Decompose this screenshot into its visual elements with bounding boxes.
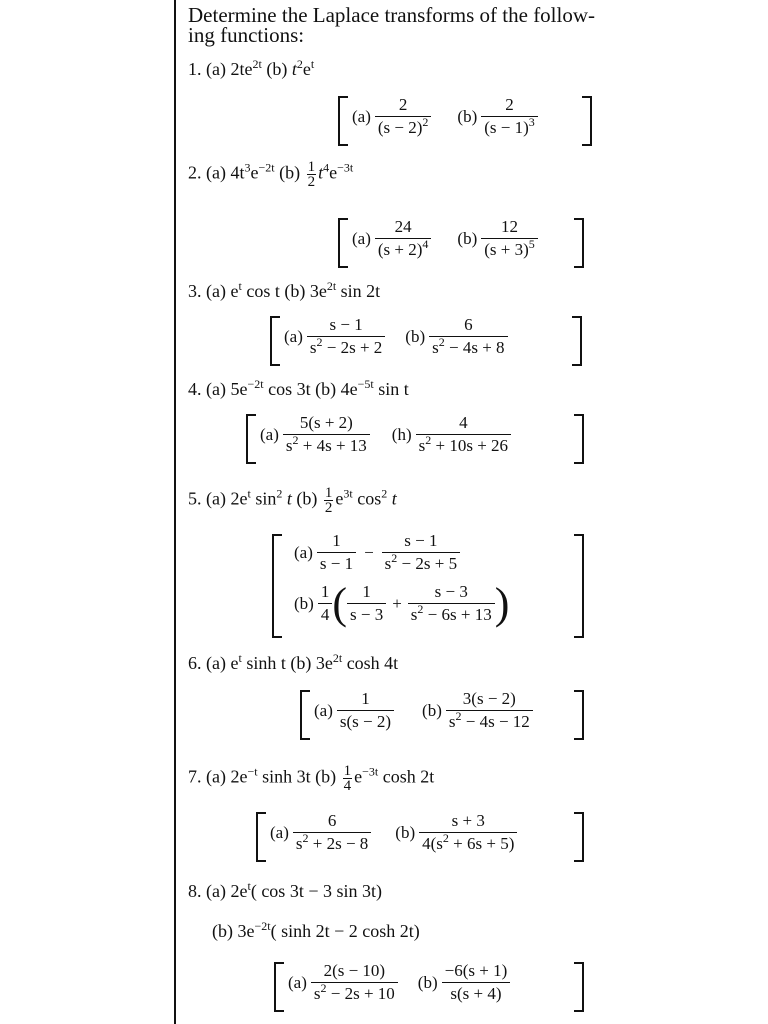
- problem-2-left-bracket: [338, 218, 348, 268]
- problem-1-answer-a: $\frac{2}{(s - 2)^2}$: [375, 94, 432, 139]
- problem-3-left-bracket: [270, 316, 280, 366]
- problem-5-answer-b: (b) $\frac{1}{4}$ ( $\frac{1}{s - 3}$ + $\frac{s - 3}{s^2 - 6s + 13}$ ): [294, 578, 510, 628]
- problem-3-right-bracket: [572, 316, 582, 366]
- problem-2-question: 2. (a) $4t^3e^{-2t}$ (b) $\frac{1}{2}$ $t^4e^{-3t}$: [188, 159, 354, 190]
- problem-5-right-bracket: [574, 534, 584, 638]
- problem-page: [188, 0, 608, 1024]
- problem-5-answer: [294, 530, 509, 626]
- problem-1-right-bracket: [582, 96, 592, 146]
- problem-1-left-bracket: [338, 96, 348, 146]
- problem-7-left-bracket: [256, 812, 266, 862]
- problem-1-answer-b: $\frac{2}{(s - 1)^3}$: [481, 94, 538, 139]
- problem-6-left-bracket: [300, 690, 310, 740]
- problem-5-left-bracket: [272, 534, 282, 638]
- problem-5-question: 5. (a) $2e^t$ $\sin^2 t$ (b) $\frac{1}{2}$ $e^{3t}$ $\cos^2 t$: [188, 485, 397, 516]
- intro-line-2: ing functions:: [188, 23, 305, 47]
- problem-7-right-bracket: [574, 812, 584, 862]
- problem-8-question-a: 8. (a) $2e^t$( cos 3t − 3 sin 3t): [188, 879, 382, 901]
- problem-2-right-bracket: [574, 218, 584, 268]
- problem-4-left-bracket: [246, 414, 256, 464]
- problem-5-answer-a: (a) $\frac{1}{s - 1}$ − $\frac{s - 1}{s^2 - 2s + 5}$: [294, 530, 509, 575]
- intro-line-1: Determine the Laplace transforms of the follow-: [188, 3, 596, 27]
- problem-8-left-bracket: [274, 962, 284, 1012]
- problem-4-answer: (a) $\frac{5(s + 2)}{s^2 + 4s + 13}$ (h) $\frac{4}{s^2 + 10s + 26}$: [260, 412, 511, 457]
- problem-1-answer: (a) $\frac{2}{(s - 2)^2}$ (b) $\frac{2}{(s - 1)^3}$: [352, 94, 538, 139]
- problem-2-answer: (a) $\frac{24}{(s + 2)^4}$ (b) $\frac{12}{(s + 3)^5}$: [352, 216, 538, 261]
- problem-3-answer: (a) $\frac{s - 1}{s^2 - 2s + 2}$ (b) $\frac{6}{s^2 - 4s + 8}$: [284, 314, 508, 359]
- problem-4-right-bracket: [574, 414, 584, 464]
- left-margin-rule: [174, 0, 176, 1024]
- problem-6-right-bracket: [574, 690, 584, 740]
- problem-6-answer: (a) $\frac{1}{s(s - 2)}$ (b) $\frac{3(s - 2)}{s^2 - 4s - 12}$: [314, 688, 533, 733]
- problem-1-question: 1. (a) $2te^{2t}$ (b) $t^2e^t$: [188, 57, 315, 79]
- problem-8-question-b: (b) $3e^{-2t}$( sinh 2t − 2 cosh 2t): [212, 919, 420, 941]
- problem-8-right-bracket: [574, 962, 584, 1012]
- problem-7-question: 7. (a) $2e^{-t}$ sinh 3t (b) $\frac{1}{4}$ $e^{-3t}$ cosh 2t: [188, 763, 435, 794]
- problem-4-question: 4. (a) $5e^{-2t}$ cos 3t (b) $4e^{-5t}$ sin t: [188, 377, 409, 399]
- problem-3-question: 3. (a) $e^t$ cos t (b) $3e^{2t}$ sin 2t: [188, 279, 381, 301]
- problem-6-question: 6. (a) $e^t$ sinh t (b) $3e^{2t}$ cosh 4t: [188, 651, 399, 673]
- problem-8-answer: (a) $\frac{2(s - 10)}{s^2 - 2s + 10}$ (b) $\frac{-6(s + 1)}{s(s + 4)}$: [288, 960, 510, 1005]
- problem-7-answer: (a) $\frac{6}{s^2 + 2s - 8}$ (b) $\frac{s + 3}{4(s^2 + 6s + 5)}$: [270, 810, 517, 855]
